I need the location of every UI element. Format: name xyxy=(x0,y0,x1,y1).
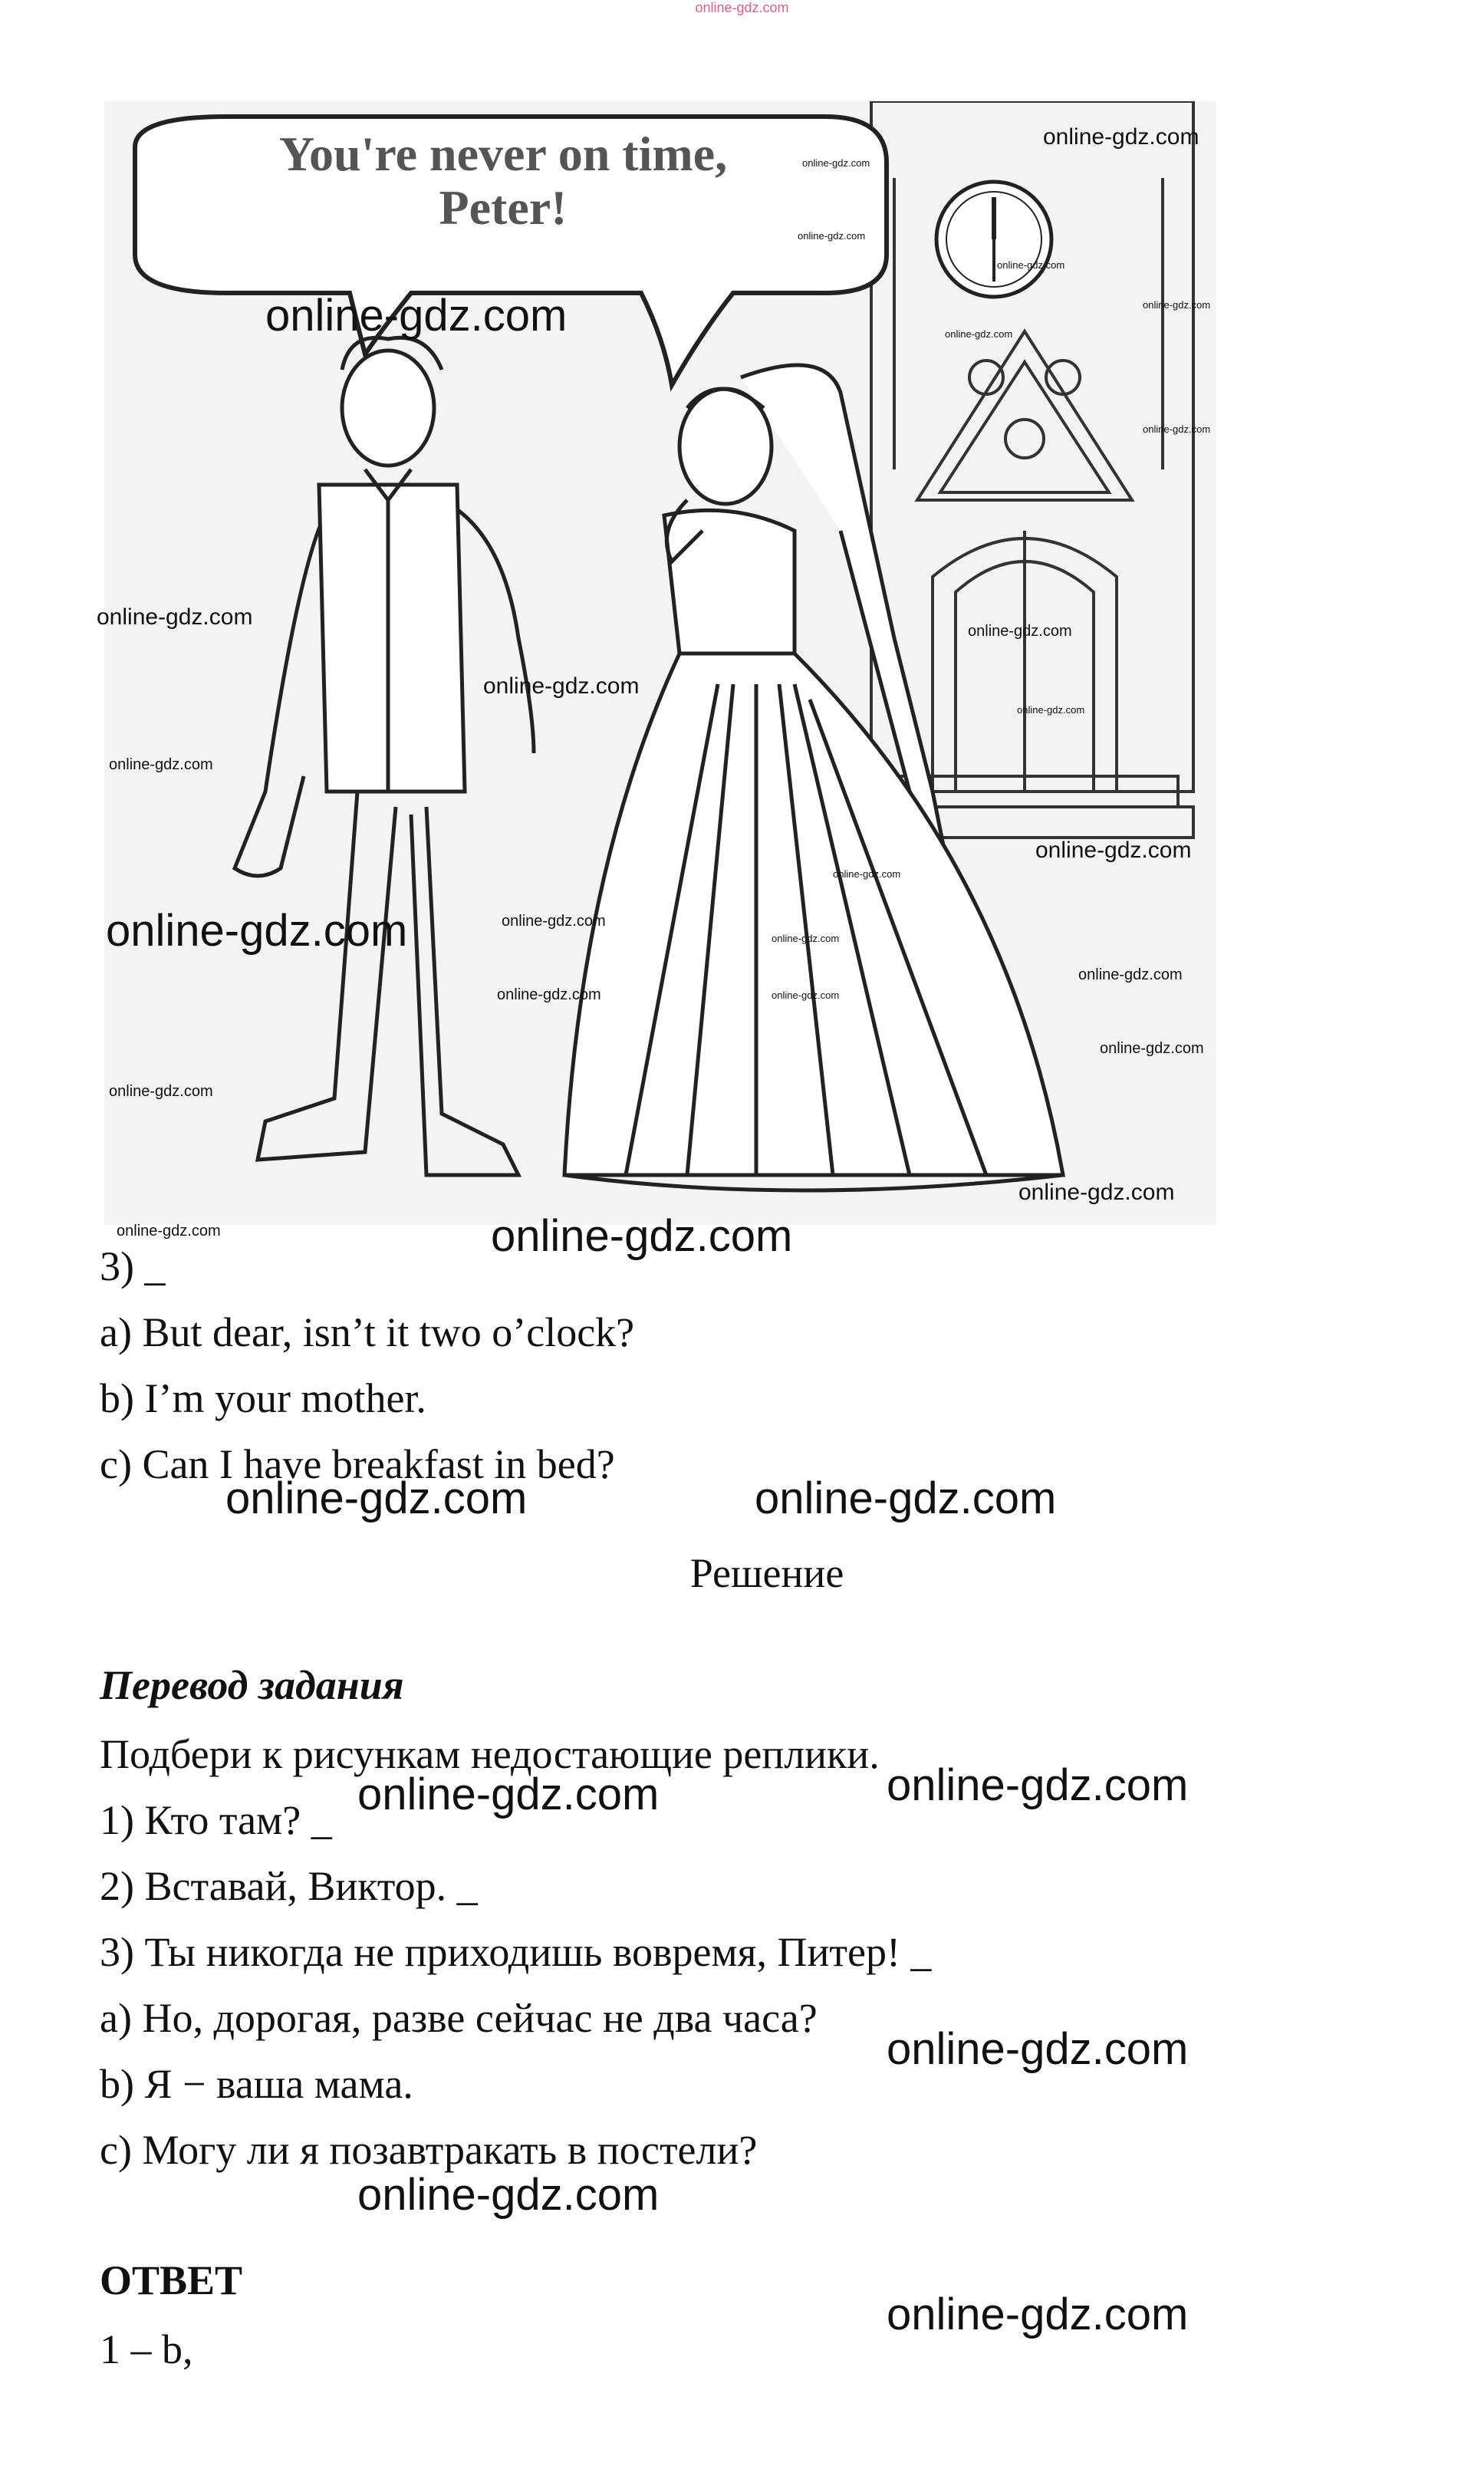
translation-instruction: Подбери к рисункам недостающие реплики. xyxy=(100,1731,880,1777)
translation-item-2: 2) Вставай, Виктор. _ xyxy=(100,1863,478,1909)
watermark-text: online-gdz.com xyxy=(1017,704,1085,716)
speech-text-line1: You're never on time, xyxy=(278,127,728,181)
watermark-text: online-gdz.com xyxy=(1100,1040,1204,1057)
watermark-text: online-gdz.com xyxy=(968,623,1072,640)
man-figure xyxy=(235,337,534,1175)
watermark-text: online-gdz.com xyxy=(887,2024,1189,2074)
translation-option-b: b) Я − ваша мама. xyxy=(100,2061,413,2107)
translation-option-c: c) Могу ли я позавтракать в постели? xyxy=(100,2127,758,2173)
watermark-text: online-gdz.com xyxy=(491,1211,793,1261)
watermark-text: online-gdz.com xyxy=(502,913,606,930)
watermark-text: online-gdz.com xyxy=(109,756,213,773)
watermark-text: online-gdz.com xyxy=(1143,423,1211,435)
watermark-text: online-gdz.com xyxy=(887,2290,1189,2339)
watermark-text: online-gdz.com xyxy=(887,1760,1189,1810)
watermark-text: online-gdz.com xyxy=(755,1473,1057,1523)
translation-item-3: 3) Ты никогда не приходишь вовремя, Питер! _ xyxy=(100,1929,932,1975)
watermark-text: online-gdz.com xyxy=(833,868,901,880)
watermark-text: online-gdz.com xyxy=(802,157,870,169)
watermark-text: online-gdz.com xyxy=(772,933,840,944)
illustration xyxy=(104,101,1216,1225)
watermark-text: online-gdz.com xyxy=(97,604,253,630)
watermark-text: online-gdz.com xyxy=(109,1083,213,1100)
watermark-text: online-gdz.com xyxy=(1143,299,1211,311)
answer-line-1: 1 – b, xyxy=(100,2326,193,2372)
speech-bubble xyxy=(135,117,887,385)
illustration-drawing xyxy=(104,101,1216,1225)
speech-text-line2: Peter! xyxy=(439,180,568,235)
top-watermark: online-gdz.com xyxy=(695,0,789,15)
exercise-option-c: c) Can I have breakfast in bed? xyxy=(100,1441,615,1487)
answer-heading: ОТВЕТ xyxy=(100,2257,243,2303)
watermark-text: online-gdz.com xyxy=(798,230,866,242)
watermark-text: online-gdz.com xyxy=(1043,124,1199,150)
watermark-text: online-gdz.com xyxy=(357,1769,660,1819)
watermark-text: online-gdz.com xyxy=(106,906,408,956)
translation-heading: Перевод задания xyxy=(100,1662,404,1708)
watermark-text: online-gdz.com xyxy=(1035,838,1192,863)
watermark-text: online-gdz.com xyxy=(497,986,601,1003)
watermark-text: online-gdz.com xyxy=(997,259,1065,271)
clock-icon xyxy=(936,182,1051,297)
watermark-text: online-gdz.com xyxy=(1078,966,1183,983)
exercise-option-a: a) But dear, isn’t it two o’clock? xyxy=(100,1309,635,1355)
translation-item-1: 1) Кто там? _ xyxy=(100,1797,332,1843)
translation-option-a: a) Но, дорогая, разве сейчас не два часа? xyxy=(100,1995,818,2041)
watermark-text: online-gdz.com xyxy=(1018,1180,1175,1205)
watermark-text: online-gdz.com xyxy=(265,291,568,341)
watermark-text: online-gdz.com xyxy=(357,2170,660,2220)
solution-title: Решение xyxy=(689,1550,844,1596)
watermark-text: online-gdz.com xyxy=(483,673,640,699)
watermark-text: online-gdz.com xyxy=(772,989,840,1001)
watermark-text: online-gdz.com xyxy=(117,1223,221,1239)
exercise-item-3: 3) _ xyxy=(100,1243,166,1289)
watermark-text: online-gdz.com xyxy=(945,328,1013,340)
watermark-text: online-gdz.com xyxy=(225,1473,528,1523)
exercise-option-b: b) I’m your mother. xyxy=(100,1375,426,1421)
